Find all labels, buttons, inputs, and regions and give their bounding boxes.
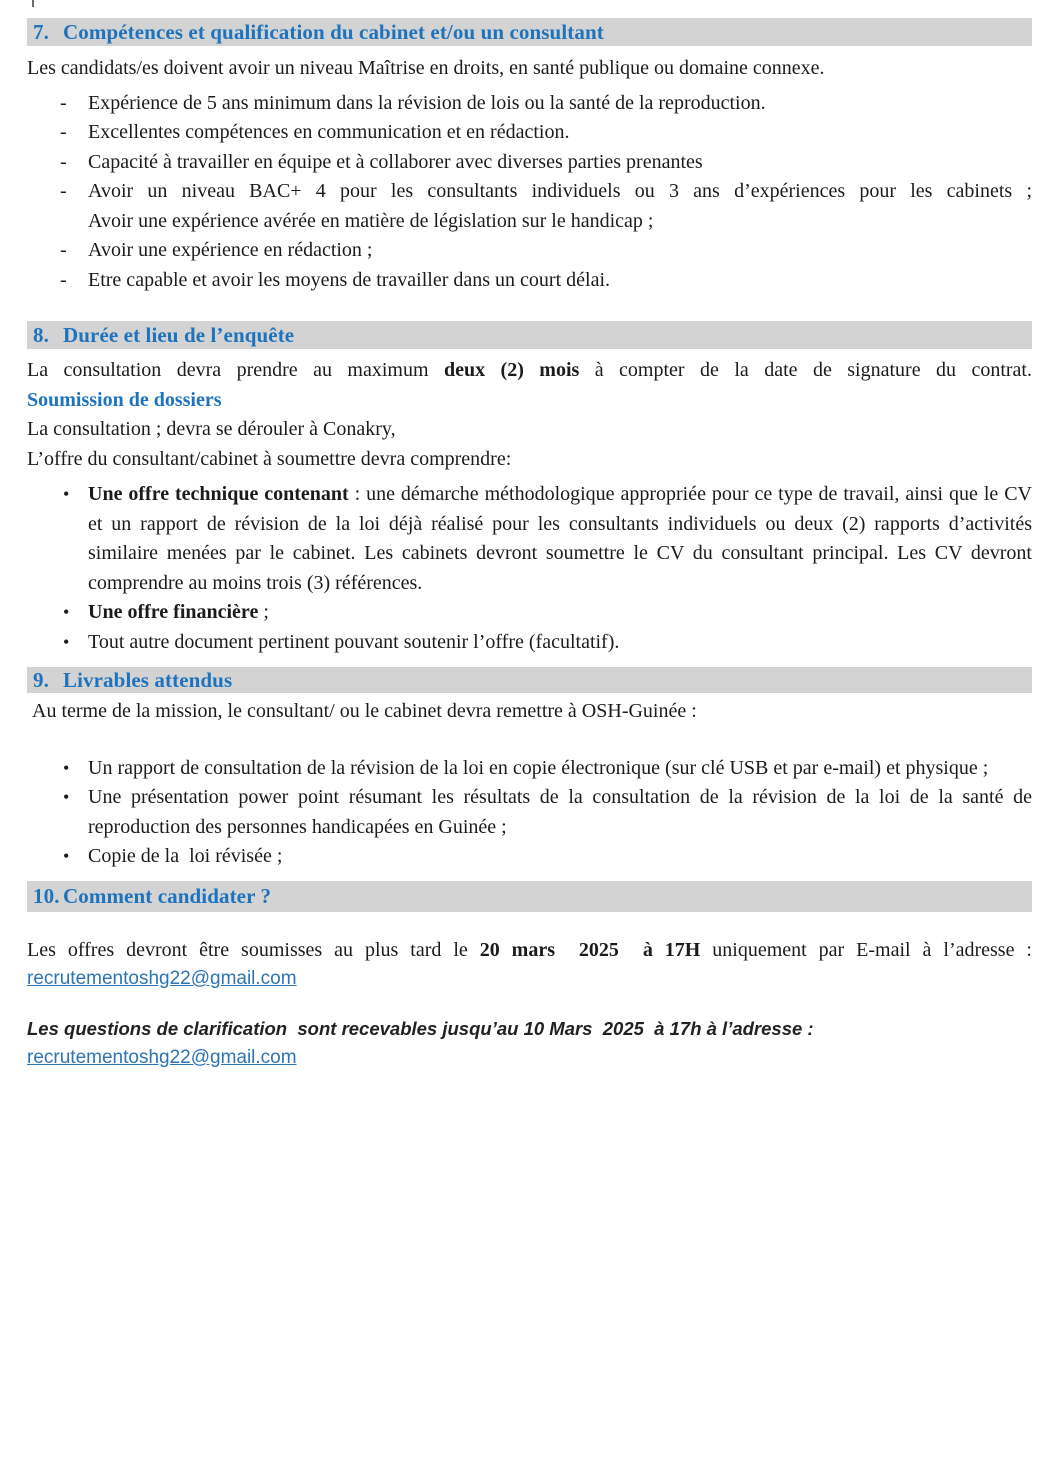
clarification-note: Les questions de clarification sont recevables jusqu’au 10 Mars 2025 à 17h à l’adresse : [27, 1018, 814, 1039]
bullet-item [27, 842, 1032, 872]
list-item-text: Excellentes compétences en communication et en rédaction. [88, 121, 570, 143]
section-8-duration-paragraph [27, 356, 1032, 386]
bullet-item [27, 480, 1032, 598]
section-8-heading [27, 321, 1032, 349]
section-9-intro: Au terme de la mission, le consultant/ ou le cabinet devra remettre à OSH-Guinée : [27, 700, 697, 722]
section-8-offer-line: L’offre du consultant/cabinet à soumettre devra comprendre: [27, 447, 512, 470]
bullet-item-text [88, 628, 1032, 658]
paragraph-text: uniquement par E-mail à l’adresse : [700, 938, 1032, 961]
document-content [27, 0, 1032, 1073]
section-7-heading [27, 18, 1032, 46]
bullet-marker: • [63, 602, 70, 622]
list-item-text: Capacité à travailler en équipe et à collaborer avec diverses parties prenantes [88, 150, 703, 173]
email-link-1[interactable]: recrutementoshg22@gmail.com [27, 968, 297, 989]
bullet-marker: • [63, 757, 70, 778]
list-item-text: Expérience de 5 ans minimum dans la révision de lois ou la santé de la reproduction. [88, 91, 766, 114]
list-item [27, 236, 1032, 266]
section-10-title: Comment candidater ? [63, 883, 272, 908]
bullet-item-text [88, 480, 1032, 598]
bullet-item [27, 598, 1032, 628]
bullet-item-rest: : une démarche méthodologique appropriée pour ce type de travail, ainsi que le CV et un rapport de révision de la loi déjà réalisé pour les consultants individuels ou deux (2) rapports d’activités similaire menées par le cabinet. Les cabinets devront soumettre le CV du consultant principal. Les CV devront comprendre au moins trois (3) références. [88, 483, 1032, 594]
bullet-marker: • [63, 484, 70, 504]
bullet-item-text [88, 598, 1032, 628]
dash-marker: - [60, 121, 67, 143]
section-9-title: Livrables attendus [63, 668, 233, 692]
bullet-item-text: Une présentation power point résumant les résultats de la consultation de la révision de la loi de la santé de reproduction des personnes handicapées en Guinée ; [88, 786, 1032, 838]
bullet-marker: • [63, 846, 70, 866]
list-item [27, 266, 1032, 296]
section-8-location-line: La consultation ; devra se dérouler à Conakry, [27, 418, 396, 440]
bullet-item [27, 628, 1032, 658]
list-item [27, 89, 1032, 119]
list-item-text: Etre capable et avoir les moyens de travailler dans un court délai. [88, 268, 611, 291]
bullet-marker: • [63, 631, 70, 652]
section-9-number: 9. [33, 668, 49, 692]
bullet-item [27, 783, 1032, 842]
dash-marker: - [60, 268, 67, 291]
bullet-item-text: Copie de la loi révisée ; [88, 845, 283, 867]
section-8-number: 8. [33, 323, 49, 347]
dash-marker: - [60, 91, 67, 114]
section-8-offer-list [27, 480, 1032, 657]
bullet-item-rest: ; [258, 601, 269, 623]
dash-marker: - [60, 180, 67, 202]
section-7-title: Compétences et qualification du cabinet et/ou un consultant [63, 20, 604, 44]
email-line-2 [27, 1044, 1032, 1073]
paragraph-text: Les offres devront être soumisses au plus tard le [27, 938, 480, 961]
list-item-text: Avoir un niveau BAC+ 4 pour les consultants individuels ou 3 ans d’expériences pour les cabinets ; [88, 180, 1032, 202]
section-7-requirements-list [27, 89, 1032, 296]
section-10-deadline-paragraph [27, 936, 1032, 966]
list-item-text: Avoir une expérience avérée en matière de législation sur le handicap ; [88, 209, 654, 232]
list-item [27, 177, 1032, 207]
dash-marker: - [60, 150, 67, 173]
section-7-intro: Les candidats/es doivent avoir un niveau Maîtrise en droits, en santé publique ou domaine connexe. [27, 57, 825, 79]
paragraph-text: La consultation devra prendre au maximum [27, 359, 444, 381]
section-9-heading [27, 667, 1032, 693]
list-item-text: Avoir une expérience en rédaction ; [88, 239, 373, 261]
list-item [27, 118, 1032, 148]
bullet-marker: • [63, 787, 70, 807]
dash-marker: - [60, 239, 67, 261]
submission-subheading: Soumission de dossiers [27, 388, 222, 411]
list-item [27, 148, 1032, 178]
email-link-2[interactable]: recrutementoshg22@gmail.com [27, 1047, 297, 1068]
list-item-continuation [27, 207, 1032, 237]
section-7-number: 7. [33, 20, 49, 44]
bullet-item-rest: Tout autre document pertinent pouvant soutenir l’offre (facultatif). [88, 630, 620, 653]
section-10-number: 10. [33, 883, 60, 908]
email-line-1 [27, 965, 1032, 994]
section-8-title: Durée et lieu de l’enquête [63, 323, 295, 347]
section-9-deliverables-list [27, 754, 1032, 872]
bold-lead: Une offre financière [88, 601, 259, 623]
bullet-item-text: Un rapport de consultation de la révision de la loi en copie électronique (sur clé USB et par e-mail) et physique ; [88, 756, 989, 779]
bullet-item [27, 754, 1032, 784]
bold-lead: Une offre technique contenant [88, 483, 349, 505]
paragraph-text: à compter de la date de signature du contrat. [579, 359, 1032, 381]
section-10-heading [27, 881, 1032, 912]
bold-duration: deux (2) mois [443, 359, 580, 381]
bold-deadline: 20 mars 2025 à 17H [479, 938, 701, 961]
